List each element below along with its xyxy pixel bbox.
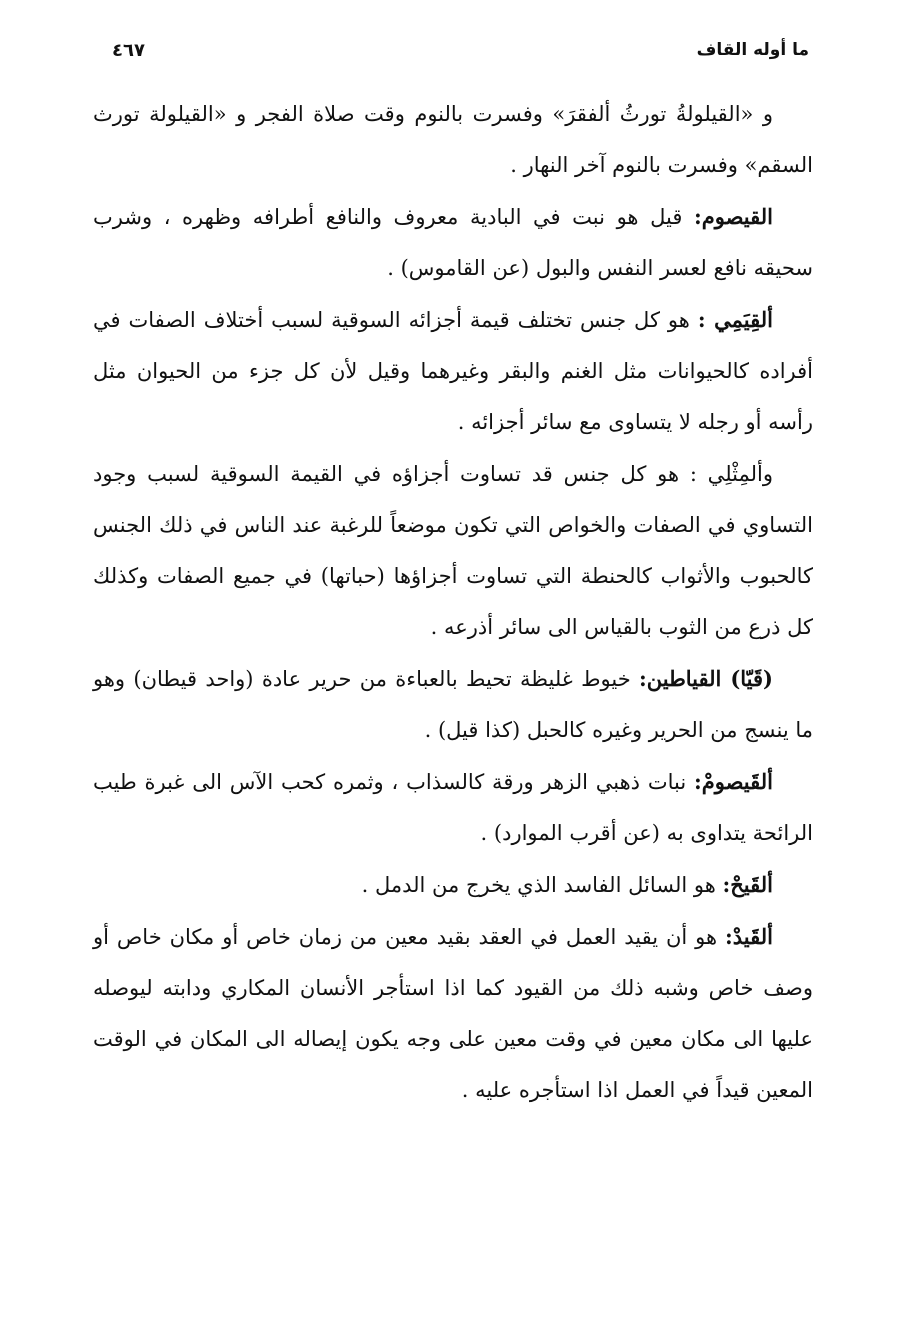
entry-qayatin xyxy=(93,653,813,756)
entry-mithli xyxy=(93,448,813,653)
entry-headword: ألقَيحْ: xyxy=(722,872,773,897)
entry-headword: ألقِيَمِي : xyxy=(697,307,773,332)
entry-qaysum xyxy=(93,191,813,294)
entry-headword: القيصوم: xyxy=(693,204,773,229)
entry-text: نبات ذهبي الزهر ورقة كالسذاب ، وثمره كحب الآس الى غبرة طيب الرائحة يتداوى به (عن أقرب الموارد) . xyxy=(93,770,813,845)
entry-text: قيل هو نبت في البادية معروف والنافع أطرافه وظهره ، وشرب سحيقه نافع لعسر النفس والبول (عن القاموس) . xyxy=(93,205,813,280)
entry-qayh xyxy=(93,859,813,911)
entry-text: خيوط غليظة تحيط بالعباءة من حرير عادة (واحد قيطان) وهو ما ينسج من الحرير وغيره كالحبل (كذا قيل) . xyxy=(93,667,813,742)
entry-text: و «القيلولةُ تورثُ ألفقرَ» وفسرت بالنوم وقت صلاة الفجر و «القيلولة تورث السقم» وفسرت بالنوم آخر النهار . xyxy=(93,102,813,177)
entry-text: هو السائل الفاسد الذي يخرج من الدمل . xyxy=(361,873,723,897)
entry-text: هو كل جنس تختلف قيمة أجزائه السوقية لسبب أختلاف الصفات في أفراده كالحيوانات مثل الغنم والبقر وغيرهما وقيل لأن كل جزء من الحيوان مثل رأسه أو رجله لا يتساوى مع سائر أجزائه . xyxy=(93,308,813,434)
entry-headword: (قَيّا) القياطين: xyxy=(639,666,773,691)
body-text xyxy=(93,88,813,1116)
entry-headword: ألقَيدْ: xyxy=(725,924,773,949)
page-header xyxy=(112,40,809,68)
entry-text: وألمِثْلِي : هو كل جنس قد تساوت أجزاؤه في القيمة السوقية لسبب وجود التساوي في الصفات والخواص التي تكون موضعاً للرغبة عند الناس في ذلك الجنس كالحبوب والأثواب كالحنطة التي تساوت أجزاؤها (حباتها) في جميع الصفات وكذلك كل ذرع من الثوب بالقياس الى سائر أذرعه . xyxy=(93,462,813,639)
entry-headword: ألقَيصومْ: xyxy=(693,769,773,794)
entry-qaysum-plant xyxy=(93,756,813,859)
entry-qayd xyxy=(93,911,813,1116)
entry-qaylula xyxy=(93,88,813,191)
entry-qiyami xyxy=(93,294,813,448)
entry-text: هو أن يقيد العمل في العقد بقيد معين من زمان خاص أو مكان خاص أو وصف خاص وشبه ذلك من القيود كما اذا استأجر الأنسان المكاري ودابته ليوصله عليها الى مكان معين في وقت معين على وجه يكون إيصاله الى المكان في الوقت المعين قيداً في العمل اذا استأجره عليه . xyxy=(93,925,813,1102)
page-number: ٤٦٧ xyxy=(112,40,145,61)
running-title: ما أوله القاف xyxy=(696,40,809,60)
